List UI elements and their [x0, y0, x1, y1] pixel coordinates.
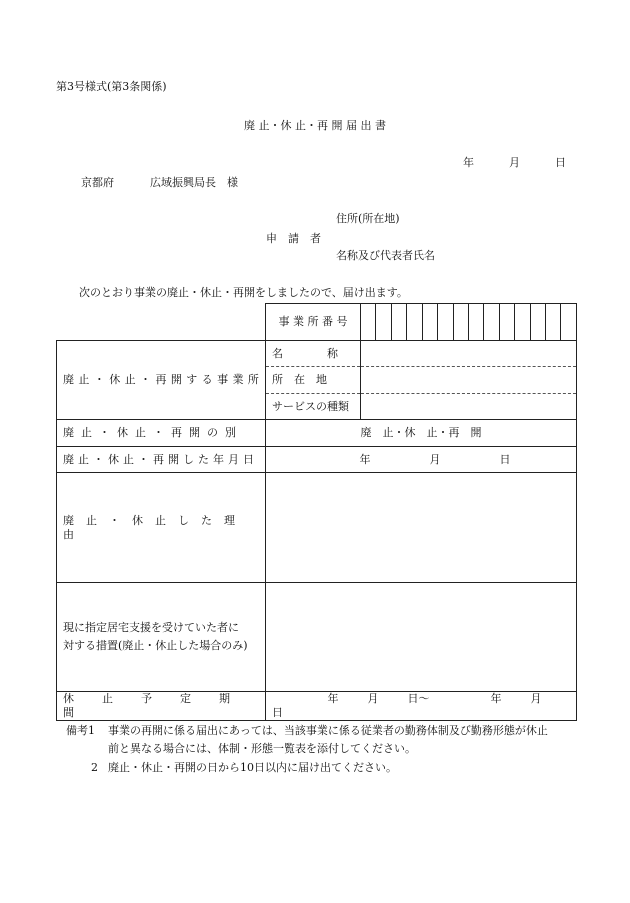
digit-box[interactable]	[391, 304, 406, 340]
measures-row	[57, 583, 577, 692]
measures-label-line2: 対する措置(廃止・休止した場合のみ)	[63, 639, 248, 652]
office-number-row	[57, 304, 577, 341]
digit-box[interactable]	[453, 304, 468, 340]
date-year-text: 年	[359, 452, 371, 466]
form-number: 第3号様式(第3条関係)	[56, 80, 167, 93]
period-month-start: 月	[367, 692, 379, 705]
applicant-label: 申 請 者	[266, 232, 321, 245]
service-type-label: サービスの種類	[266, 394, 361, 420]
digit-box[interactable]	[437, 304, 452, 340]
period-year-end: 年	[490, 692, 502, 705]
office-number-boxes[interactable]	[361, 304, 577, 341]
date-value[interactable]	[266, 447, 577, 473]
service-type-value[interactable]	[361, 394, 577, 420]
digit-box[interactable]	[514, 304, 529, 340]
applicant-name-label: 名称及び代表者氏名	[336, 249, 435, 262]
applicant-address-label: 住所(所在地)	[336, 212, 400, 225]
office-name-label: 名 称	[266, 341, 361, 367]
measures-label-line1: 現に指定居宅支援を受けていた者に	[63, 621, 239, 634]
date-row	[57, 447, 577, 473]
digit-box[interactable]	[530, 304, 545, 340]
date-line	[463, 156, 566, 170]
reason-value[interactable]	[266, 473, 577, 583]
date-month: 月	[509, 156, 520, 169]
addressee-prefecture: 京都府	[81, 176, 114, 189]
digit-box[interactable]	[545, 304, 560, 340]
note-2-prefix: 2	[91, 761, 98, 774]
digit-box[interactable]	[499, 304, 514, 340]
digit-box[interactable]	[422, 304, 437, 340]
date-month-text: 月	[429, 452, 441, 466]
category-value[interactable]: 廃 止・休 止・再 開	[266, 420, 577, 447]
addressee-office: 広域振興局長 様	[150, 176, 238, 189]
measures-value[interactable]	[266, 583, 577, 692]
office-section-label	[57, 341, 266, 420]
reason-label: 廃止・休止した理由	[57, 473, 266, 583]
digit-box[interactable]	[406, 304, 421, 340]
period-value[interactable]	[266, 692, 577, 721]
reason-row	[57, 473, 577, 583]
office-name-row	[57, 341, 577, 367]
note-1-prefix: 備考1	[66, 724, 95, 737]
office-number-label: 事 業 所 番 号	[266, 304, 361, 341]
period-month-end: 月	[530, 692, 542, 705]
period-year-start: 年	[327, 692, 339, 705]
note-2-text: 廃止・休止・再開の日から10日以内に届け出てください。	[108, 761, 397, 774]
form-title: 廃 止・休 止・再 開 届 出 書	[244, 119, 386, 132]
date-year: 年	[463, 156, 474, 169]
office-name-value[interactable]	[361, 341, 577, 367]
digit-box[interactable]	[375, 304, 390, 340]
digit-box[interactable]	[560, 304, 575, 340]
category-label: 廃止・休止・再開の別	[57, 420, 266, 447]
period-label: 休止予定期間	[57, 692, 266, 721]
digit-box[interactable]	[483, 304, 498, 340]
office-location-value[interactable]	[361, 367, 577, 394]
measures-label	[57, 583, 266, 692]
notification-table	[56, 303, 577, 721]
period-day-start: 日〜	[407, 692, 430, 705]
digit-box[interactable]	[361, 304, 375, 340]
date-day: 日	[555, 156, 566, 169]
digit-box[interactable]	[468, 304, 483, 340]
date-label: 廃止・休止・再開した年月日	[57, 447, 266, 473]
intro-text: 次のとおり事業の廃止・休止・再開をしましたので、届け出ます。	[79, 286, 408, 299]
office-section-text: 廃 止 ・ 休 止 ・ 再 開 す る 事 業 所	[63, 373, 259, 386]
note-1-line1: 事業の再開に係る届出にあっては、当該事業に係る従業者の勤務体制及び勤務形態が休止	[108, 724, 548, 737]
period-row	[57, 692, 577, 721]
office-location-label: 所 在 地	[266, 367, 361, 394]
category-row	[57, 420, 577, 447]
note-1-line2: 前と異なる場合には、体制・形態一覧表を添付してください。	[108, 742, 416, 755]
period-day-end: 日	[272, 706, 283, 719]
date-day-text: 日	[499, 452, 511, 466]
